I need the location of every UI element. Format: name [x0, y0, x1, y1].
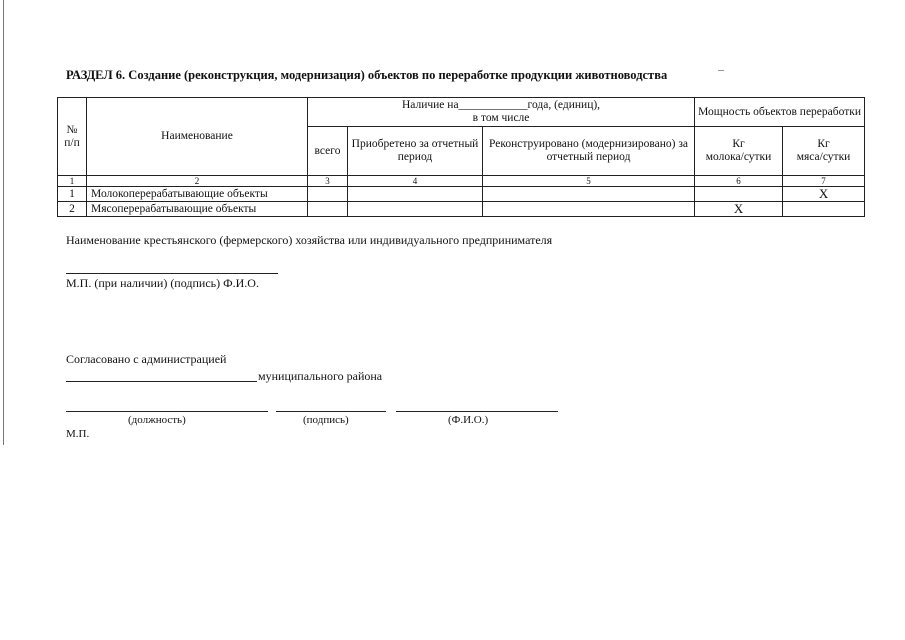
header-num: № п/п	[58, 98, 87, 176]
row-num: 1	[58, 187, 87, 202]
header-milk: Кг молока/сутки	[695, 127, 783, 176]
row-total[interactable]	[308, 202, 348, 217]
col-number: 1	[58, 176, 87, 187]
column-number-row	[58, 176, 865, 187]
district-name-line[interactable]	[66, 381, 257, 382]
section-title: РАЗДЕЛ 6. Создание (реконструкция, модернизация) объектов по переработке продукции животноводства	[66, 68, 668, 82]
full-name-line[interactable]	[396, 411, 558, 412]
position-line[interactable]	[66, 411, 268, 412]
table-row	[58, 202, 865, 217]
row-total[interactable]	[308, 187, 348, 202]
header-name: Наименование	[87, 98, 308, 176]
stamp-label: М.П.	[66, 428, 90, 440]
header-availability	[308, 98, 695, 127]
row-num: 2	[58, 202, 87, 217]
farm-name-label: Наименование крестьянского (фермерского) хозяйства или индивидуального предпринимателя	[66, 233, 553, 247]
row-meat[interactable]: X	[783, 187, 865, 202]
signature-caption: М.П. (при наличии) (подпись) Ф.И.О.	[66, 276, 259, 290]
header-total: всего	[308, 127, 348, 176]
row-acquired[interactable]	[348, 187, 483, 202]
header-availability-line2: в том числе	[472, 112, 530, 124]
agreed-label: Согласовано с администрацией	[66, 352, 227, 366]
signature-line-2[interactable]	[276, 411, 386, 412]
header-reconstructed: Реконструировано (модернизировано) за отчетный период	[483, 127, 695, 176]
header-acquired: Приобретено за отчетный период	[348, 127, 483, 176]
col-number: 5	[483, 176, 695, 187]
processing-objects-table	[57, 97, 865, 217]
row-meat[interactable]	[783, 202, 865, 217]
col-number: 6	[695, 176, 783, 187]
row-name: Мясоперерабатывающие объекты	[87, 202, 308, 217]
col-number: 4	[348, 176, 483, 187]
row-milk[interactable]	[695, 187, 783, 202]
page-left-border	[3, 0, 4, 445]
col-number: 2	[87, 176, 308, 187]
row-acquired[interactable]	[348, 202, 483, 217]
table-row	[58, 187, 865, 202]
row-name: Молокоперерабатывающие объекты	[87, 187, 308, 202]
full-name-caption: (Ф.И.О.)	[448, 414, 489, 426]
district-suffix: муниципального района	[258, 369, 383, 383]
table-header-row-1	[58, 98, 865, 127]
position-caption: (должность)	[128, 414, 186, 426]
signature-caption-2: (подпись)	[303, 414, 349, 426]
col-number: 3	[308, 176, 348, 187]
header-capacity: Мощность объектов переработки	[695, 98, 865, 127]
row-reconstructed[interactable]	[483, 202, 695, 217]
col-number: 7	[783, 176, 865, 187]
header-meat: Кг мяса/сутки	[783, 127, 865, 176]
row-milk[interactable]: X	[695, 202, 783, 217]
header-availability-line1: Наличие на____________года, (единиц),	[401, 99, 601, 111]
signature-line[interactable]	[66, 273, 278, 274]
scan-mark	[718, 70, 724, 71]
row-reconstructed[interactable]	[483, 187, 695, 202]
